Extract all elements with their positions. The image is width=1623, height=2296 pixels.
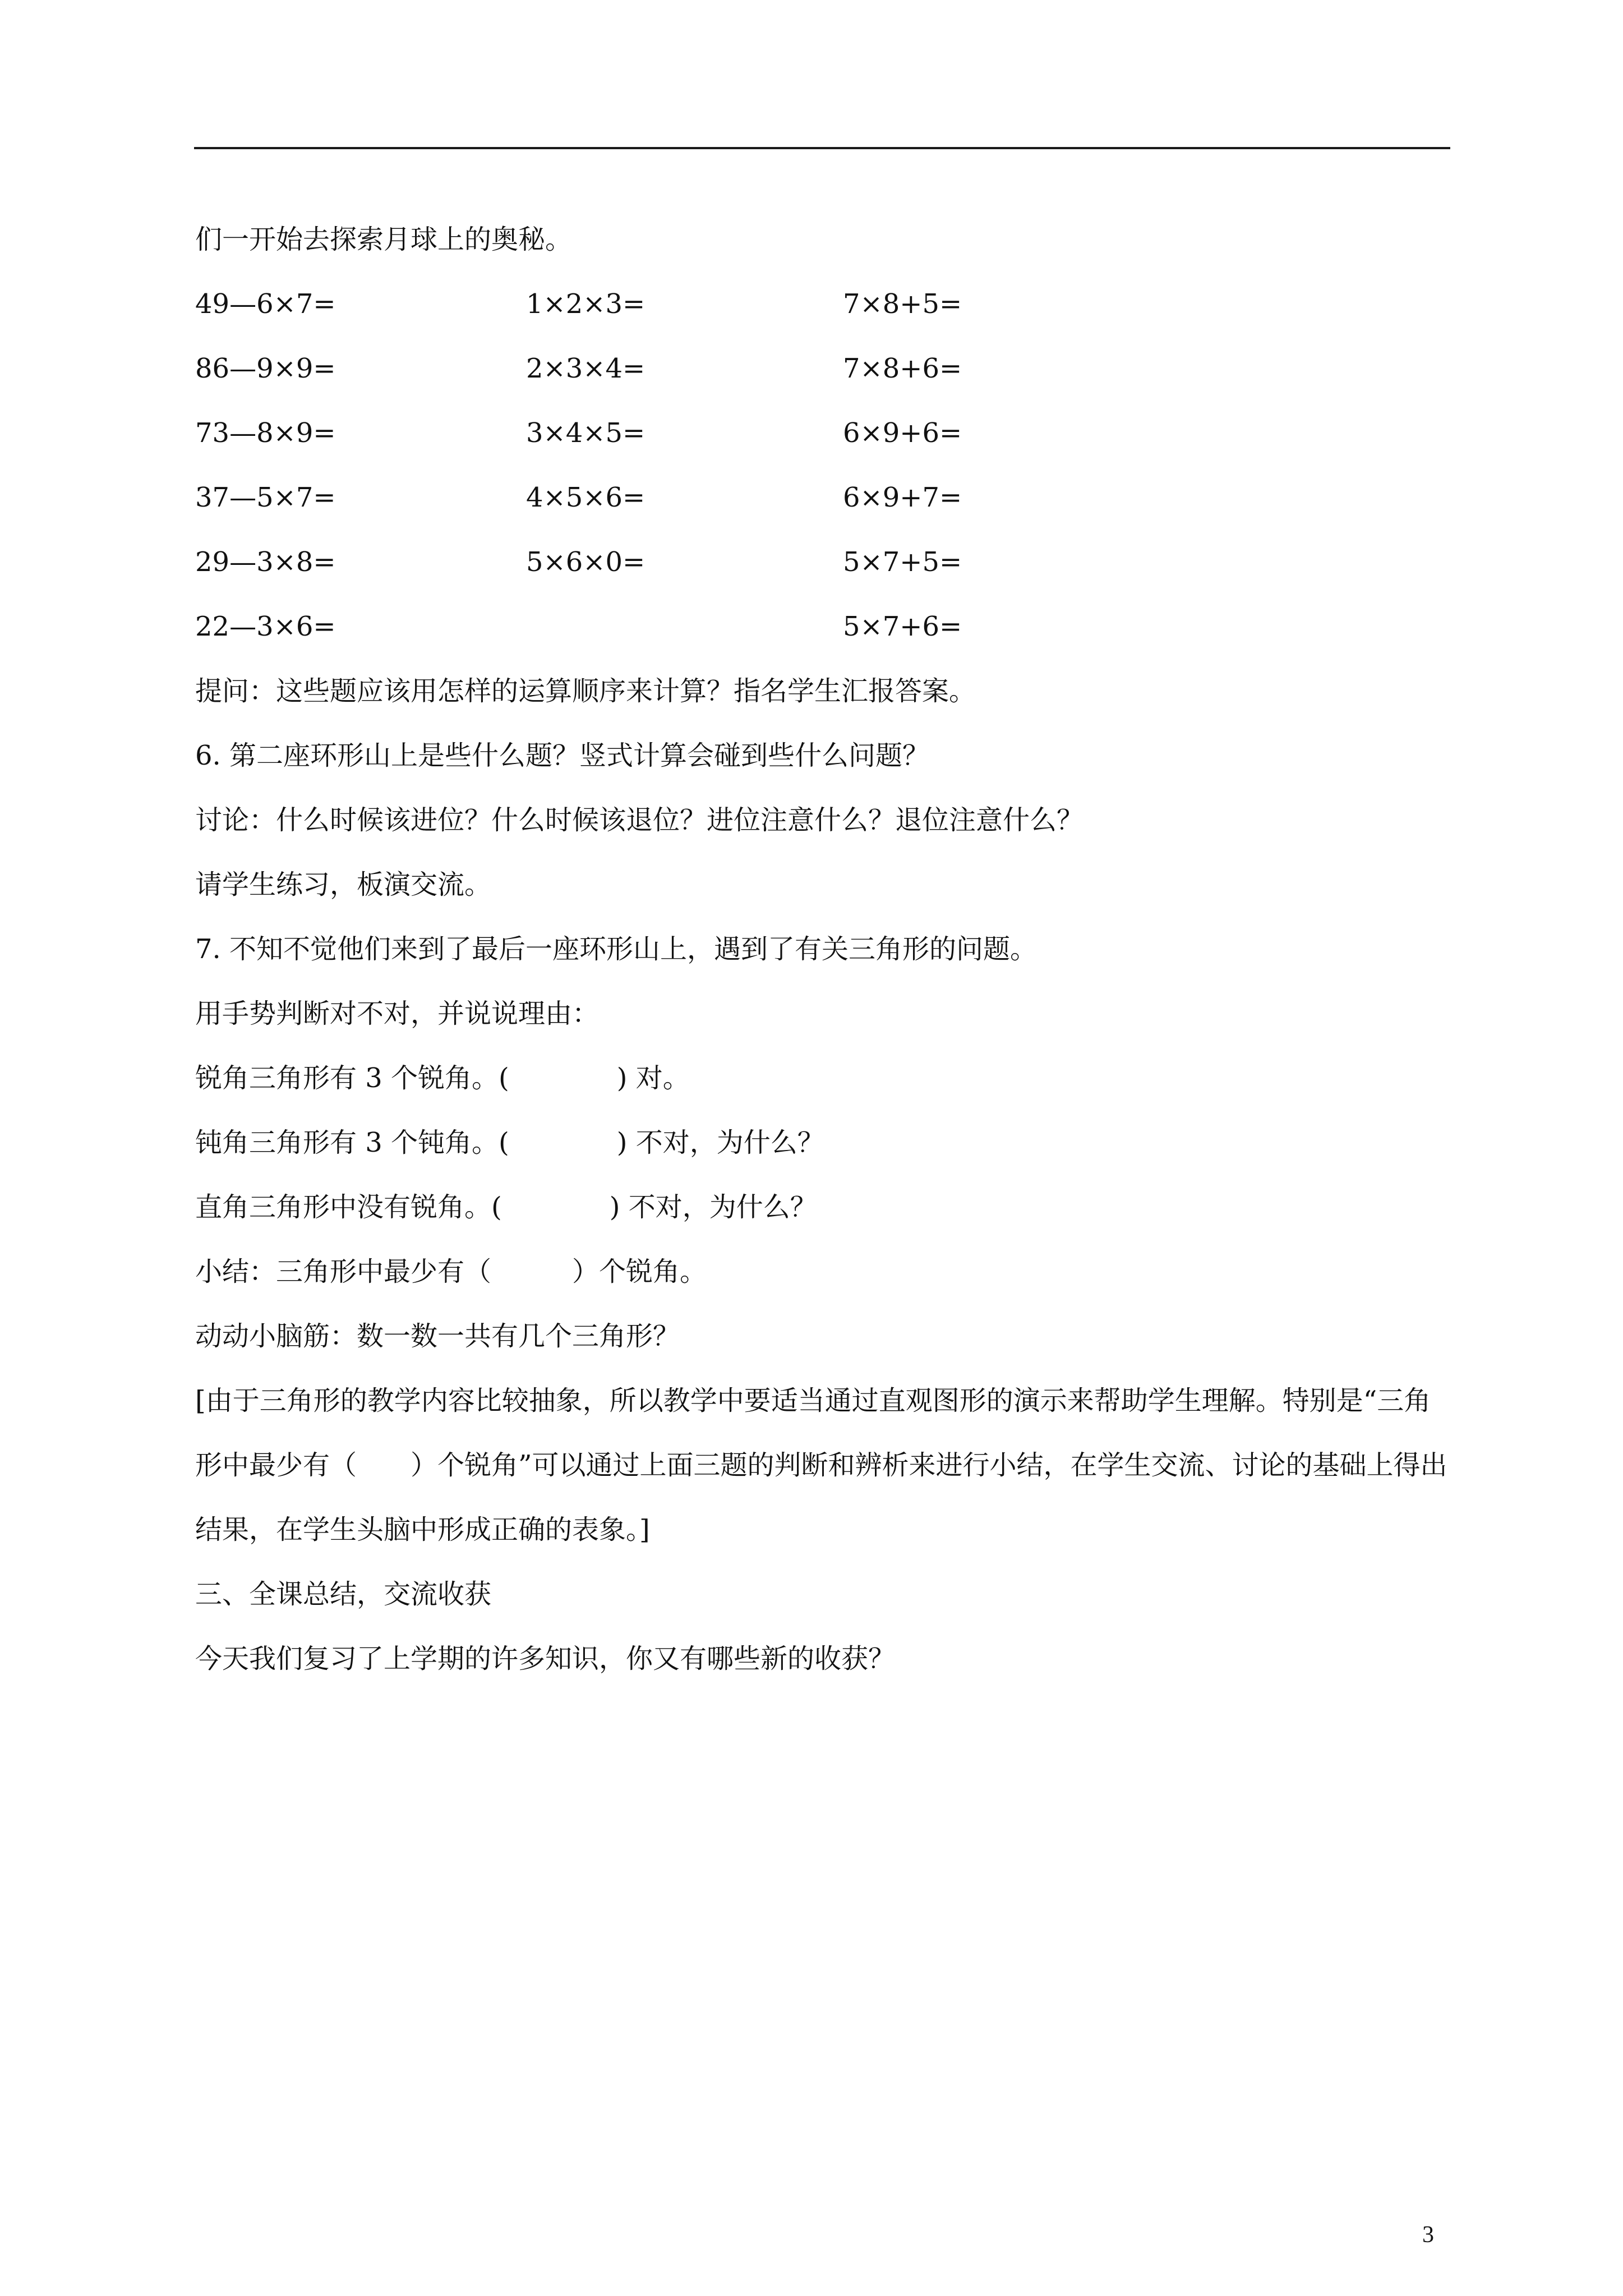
calc-row	[195, 530, 1451, 595]
calc-item: 22—3×6=	[195, 611, 336, 642]
calc-item: 86—9×9=	[195, 353, 336, 384]
calc-item: 49—6×7=	[195, 288, 336, 320]
calculation-exercises	[195, 272, 1451, 659]
intro-line: 们一开始去探索月球上的奥秘。	[195, 224, 573, 255]
calc-item: 7×8+5=	[843, 288, 962, 320]
brain-teaser-line: 动动小脑筋：数一数一共有几个三角形？	[195, 1320, 680, 1352]
calc-item: 37—5×7=	[195, 482, 336, 513]
calc-row	[195, 595, 1451, 659]
practice-line: 请学生练习，板演交流。	[195, 869, 492, 900]
calc-item: 5×6×0=	[526, 546, 645, 578]
calc-item: 73—8×9=	[195, 417, 336, 449]
summary-line: 小结：三角形中最少有（ ）个锐角。	[195, 1256, 707, 1287]
section-heading: 三、全课总结，交流收获	[195, 1579, 492, 1610]
calc-row	[195, 272, 1451, 337]
page-number: 3	[1422, 2222, 1434, 2248]
calc-row	[195, 337, 1451, 401]
teaching-note-paragraph: [由于三角形的教学内容比较抽象，所以教学中要适当通过直观图形的演示来帮助学生理解。特别是“三角形中最少有（ ）个锐角”可以通过上面三题的判断和辨析来进行小结，在学生交流、讨论的基础上得出结果，在学生头脑中形成正确的表象。]	[195, 1385, 1447, 1545]
calc-item: 5×7+6=	[843, 611, 962, 642]
page-content	[195, 208, 1451, 1691]
calc-item: 3×4×5=	[526, 417, 645, 449]
item-7-heading: 7. 不知不觉他们来到了最后一座环形山上，遇到了有关三角形的问题。	[195, 933, 1038, 965]
calc-item: 6×9+7=	[843, 482, 962, 513]
calc-item: 29—3×8=	[195, 546, 336, 578]
judgement-statement: 钝角三角形有 3 个钝角。( ) 不对，为什么？	[195, 1127, 824, 1158]
header-rule	[194, 147, 1450, 149]
item-6-heading: 6. 第二座环形山上是些什么题？竖式计算会碰到些什么问题？	[195, 740, 930, 771]
calc-item	[526, 595, 843, 659]
question-line: 提问：这些题应该用怎样的运算顺序来计算？指名学生汇报答案。	[195, 675, 976, 707]
calc-row	[195, 401, 1451, 466]
calc-item: 4×5×6=	[526, 482, 645, 513]
calc-row	[195, 466, 1451, 530]
gesture-instruction: 用手势判断对不对，并说说理由：	[195, 998, 600, 1029]
closing-line: 今天我们复习了上学期的许多知识，你又有哪些新的收获？	[195, 1643, 896, 1674]
calc-item: 7×8+6=	[843, 353, 962, 384]
judgement-statement: 直角三角形中没有锐角。( ) 不对，为什么？	[195, 1191, 817, 1223]
calc-item: 1×2×3=	[526, 288, 645, 320]
calc-item: 5×7+5=	[843, 546, 962, 578]
calc-item: 2×3×4=	[526, 353, 645, 384]
judgement-statement: 锐角三角形有 3 个锐角。( ) 对。	[195, 1062, 690, 1094]
discussion-line: 讨论：什么时候该进位？什么时候该退位？进位注意什么？退位注意什么？	[195, 804, 1084, 836]
calc-item: 6×9+6=	[843, 417, 962, 449]
